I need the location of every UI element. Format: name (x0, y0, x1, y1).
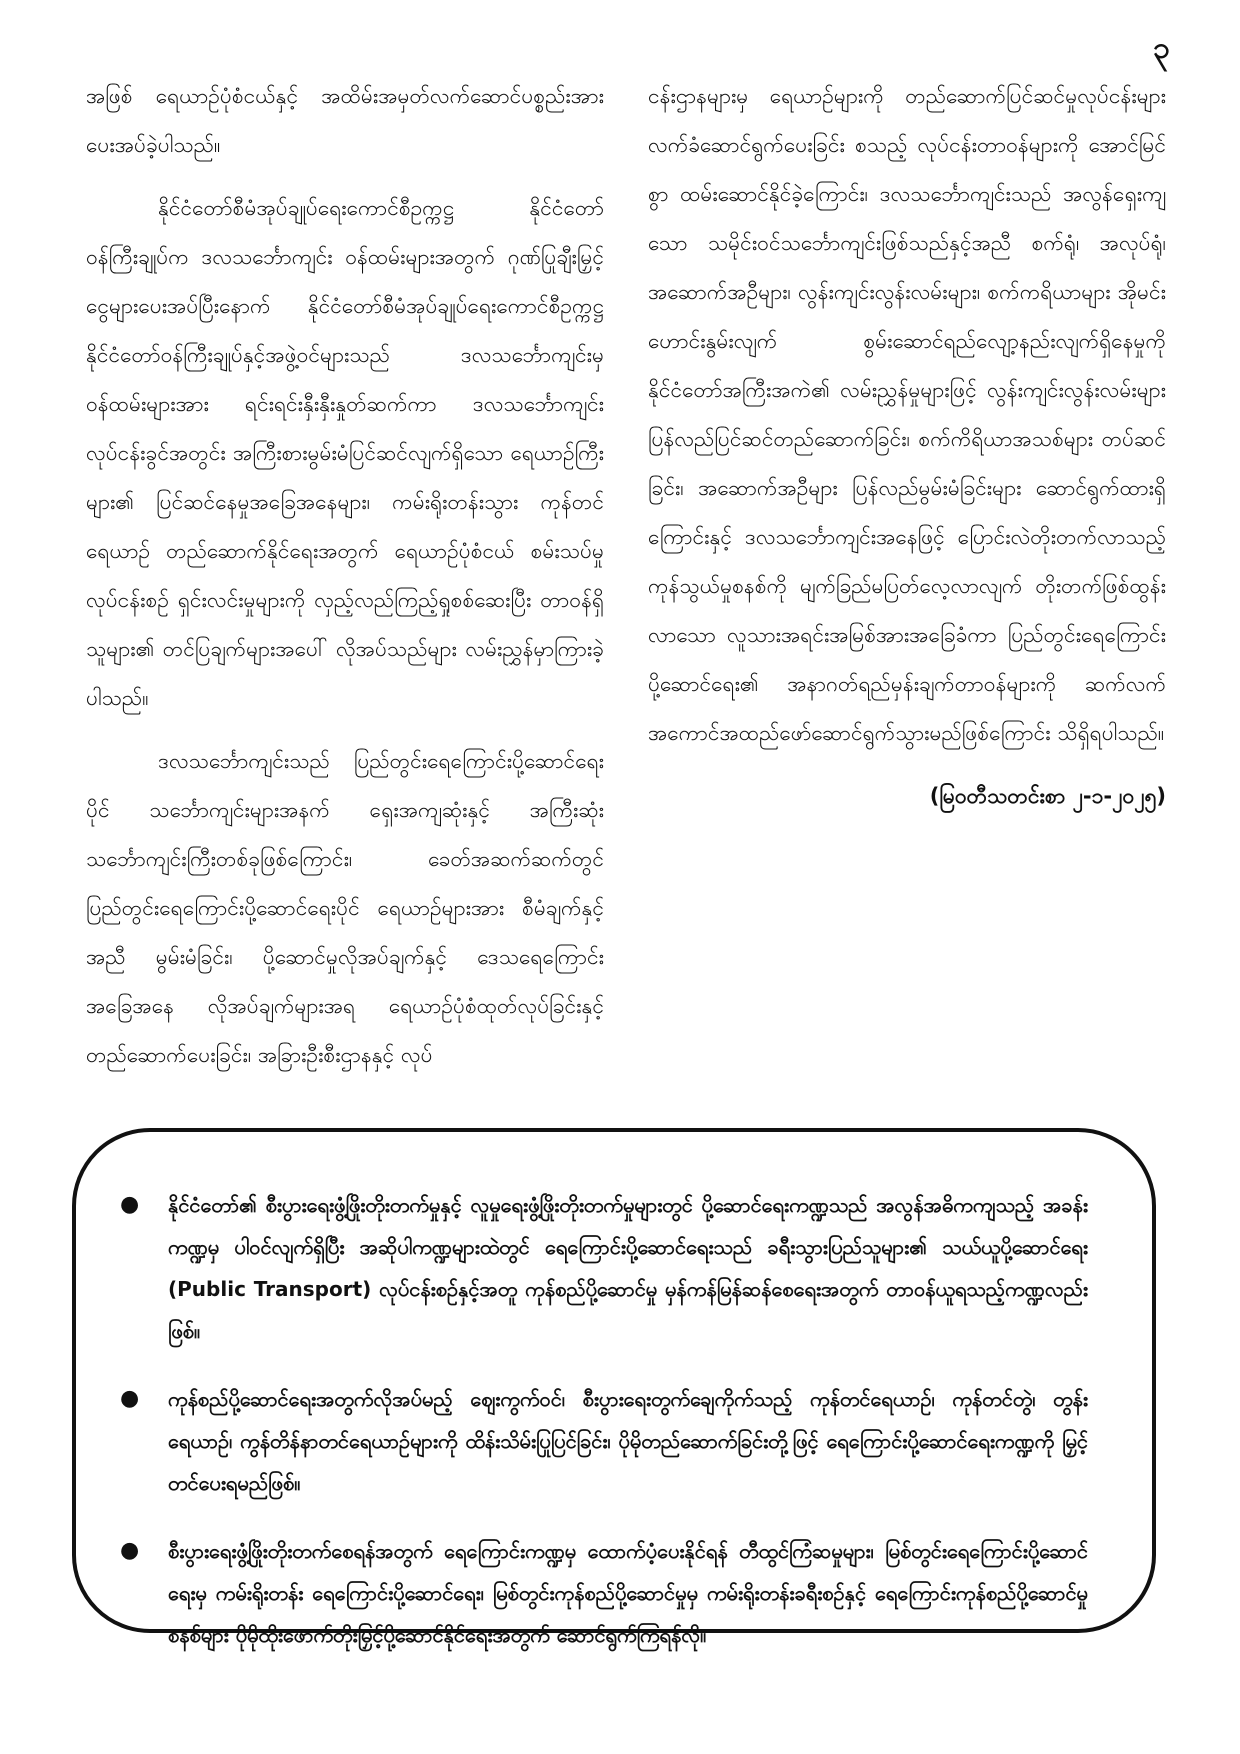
source-citation: (မြဝတီသတင်းစာ ၂-၁-၂၀၂၅) (929, 784, 1166, 808)
summary-text: စီးပွားရေးဖွံ့ဖြိုးတိုးတက်စေရန်အတွက် ရေကြောင်းကဏ္ဍမှ ထောက်ပံ့ပေးနိုင်ရန် တီထွင်ကြံဆမှုများ၊ မြစ်တွင်းရေကြောင်းပို့ဆောင်ရေးမှ ကမ်းရိုးတန်း ရေကြောင်းပို့ဆောင်ရေး၊ မြစ်တွင်းကုန်စည်ပို့ဆောင်မှုမှ ကမ်းရိုးတန်းခရီးစဉ်နှင့် ရေကြောင်းကုန်စည်ပို့ဆောင်မှုစနစ်များ ပိုမိုထိုးဖောက်တိုးမြှင့်ပို့ဆောင်နိုင်ရေးအတွက် ဆောင်ရွက်ကြရန်လို။ (168, 1539, 1088, 1647)
summary-text: ကုန်စည်ပို့ဆောင်ရေးအတွက်လိုအပ်မည့် ဈေးကွက်ဝင်၊ စီးပွားရေးတွက်ချေကိုက်သည့် ကုန်တင်ရေယာဉ်၊ ကုန်တင်တွဲ၊ တွန်းရေယာဉ်၊ ကွန်တိန်နာတင်ရေယာဉ်များကို ထိန်းသိမ်းပြုပြင်ခြင်း၊ ပိုမိုတည်ဆောက်ခြင်းတို့ဖြင့် ရေကြောင်းပို့ဆောင်ရေးကဏ္ဍကို မြှင့်တင်ပေးရမည်ဖြစ်။ (168, 1387, 1088, 1495)
summary-item (120, 1530, 1088, 1656)
page-number: ၃ (1153, 31, 1170, 66)
summary-list (120, 1184, 1088, 1656)
right-column (648, 72, 1166, 1102)
bullet-icon: ● (120, 1538, 140, 1563)
summary-text: နိုင်ငံတော်၏ စီးပွားရေးဖွံ့ဖြိုးတိုးတက်မှုနှင့် လူမှုရေးဖွံ့ဖြိုးတိုးတက်မှုများတွင် ပို့ဆောင်ရေးကဏ္ဍသည် အလွန်အဓိကကျသည့် အခန်းကဏ္ဍမှ ပါဝင်လျက်ရှိပြီး အဆိုပါကဏ္ဍများထဲတွင် ရေကြောင်းပို့ဆောင်ရေးသည် ခရီးသွားပြည်သူများ၏ သယ်ယူပို့ဆောင်ရေး (Public Transport) လုပ်ငန်းစဉ်နှင့်အတူ ကုန်စည်ပို့ဆောင်မှု မှန်ကန်မြန်ဆန်စေရေးအတွက် တာဝန်ယူရသည့်ကဏ္ဍလည်းဖြစ်။ (168, 1193, 1088, 1343)
article-body (86, 72, 1166, 1102)
left-paragraph-1: အဖြစ် ရေယာဉ်ပုံစံငယ်နှင့် အထိမ်းအမှတ်လက်ဆောင်ပစ္စည်းအား ပေးအပ်ခဲ့ပါသည်။ (86, 84, 604, 157)
right-paragraph-1: ငန်းဌာနများမှ ရေယာဉ်များကို တည်ဆောက်ပြင်ဆင်မှုလုပ်ငန်းများ လက်ခံဆောင်ရွက်ပေးခြင်း စသည့် လုပ်ငန်းတာဝန်များကို အောင်မြင်စွာ ထမ်းဆောင်နိုင်ခဲ့ကြောင်း၊ ဒလသင်္ဘောကျင်းသည် အလွန်ရှေးကျသော သမိုင်းဝင်သင်္ဘောကျင်းဖြစ်သည်နှင့်အညီ စက်ရုံ၊ အလုပ်ရုံ၊ အဆောက်အဦများ၊ လွန်းကျင်းလွန်းလမ်းများ၊ စက်ကရိယာများ အိုမင်းဟောင်းနွမ်းလျက် စွမ်းဆောင်ရည်လျော့နည်းလျက်ရှိနေမှုကို နိုင်ငံတော်အကြီးအကဲ၏ လမ်းညွှန်မှုများဖြင့် လွန်းကျင်းလွန်းလမ်းများ ပြန်လည်ပြင်ဆင်တည်ဆောက်ခြင်း၊ စက်ကိရိယာအသစ်များ တပ်ဆင်ခြင်း၊ အဆောက်အဦများ ပြန်လည်မွမ်းမံခြင်းများ ဆောင်ရွက်ထားရှိကြောင်းနှင့် ဒလသင်္ဘောကျင်းအနေဖြင့် ပြောင်းလဲတိုးတက်လာသည့် ကုန်သွယ်မှုစနစ်ကို မျက်ခြည်မပြတ်လေ့လာလျက် တိုးတက်ဖြစ်ထွန်းလာသော လူသားအရင်းအမြစ်အားအခြေခံကာ ပြည်တွင်းရေကြောင်းပို့ဆောင်ရေး၏ အနာဂတ်ရည်မှန်းချက်တာဝန်များကို ဆက်လက်အကောင်အထည်ဖော်ဆောင်ရွက်သွားမည်ဖြစ်ကြောင်း သိရှိရပါသည်။ (648, 84, 1166, 745)
summary-item (120, 1184, 1088, 1352)
left-column (86, 72, 604, 1102)
summary-item (120, 1378, 1088, 1504)
left-paragraph-2: နိုင်ငံတော်စီမံအုပ်ချုပ်ရေးကောင်စီဥက္ကဋ္ဌ နိုင်ငံတော်ဝန်ကြီးချုပ်က ဒလသင်္ဘောကျင်း ဝန်ထမ်းများအတွက် ဂုဏ်ပြုချီးမြှင့်ငွေများပေးအပ်ပြီးနောက် နိုင်ငံတော်စီမံအုပ်ချုပ်ရေးကောင်စီဥက္ကဋ္ဌ နိုင်ငံတော်ဝန်ကြီးချုပ်နှင့်အဖွဲ့ဝင်များသည် ဒလသင်္ဘောကျင်းမှ ဝန်ထမ်းများအား ရင်းရင်းနှီးနှီးနှုတ်ဆက်ကာ ဒလသင်္ဘောကျင်းလုပ်ငန်းခွင်အတွင်း အကြီးစားမွမ်းမံပြင်ဆင်လျက်ရှိသော ရေယာဉ်ကြီးများ၏ ပြင်ဆင်နေမှုအခြေအနေများ၊ ကမ်းရိုးတန်းသွား ကုန်တင်ရေယာဉ် တည်ဆောက်နိုင်ရေးအတွက် ရေယာဉ်ပုံစံငယ် စမ်းသပ်မှုလုပ်ငန်းစဉ် ရှင်းလင်းမှုများကို လှည့်လည်ကြည့်ရှုစစ်ဆေးပြီး တာဝန်ရှိသူများ၏ တင်ပြချက်များအပေါ် လိုအပ်သည်များ လမ်းညွှန်မှာကြားခဲ့ပါသည်။ (86, 196, 604, 710)
left-paragraph-3: ဒလသင်္ဘောကျင်းသည် ပြည်တွင်းရေကြောင်းပို့ဆောင်ရေးပိုင် သင်္ဘောကျင်းများအနက် ရှေးအကျဆုံးနှင့် အကြီးဆုံးသင်္ဘောကျင်းကြီးတစ်ခုဖြစ်ကြောင်း၊ ခေတ်အဆက်ဆက်တွင် ပြည်တွင်းရေကြောင်းပို့ဆောင်ရေးပိုင် ရေယာဉ်များအား စီမံချက်နှင့်အညီ မွမ်းမံခြင်း၊ ပို့ဆောင်မှုလိုအပ်ချက်နှင့် ဒေသရေကြောင်းအခြေအနေ လိုအပ်ချက်များအရ ရေယာဉ်ပုံစံထုတ်လုပ်ခြင်းနှင့် တည်ဆောက်ပေးခြင်း၊ အခြားဦးစီးဌာနနှင့် လုပ် (86, 749, 604, 1067)
bullet-icon: ● (120, 1192, 140, 1217)
bullet-icon: ● (120, 1386, 140, 1411)
summary-box (72, 1128, 1156, 1647)
